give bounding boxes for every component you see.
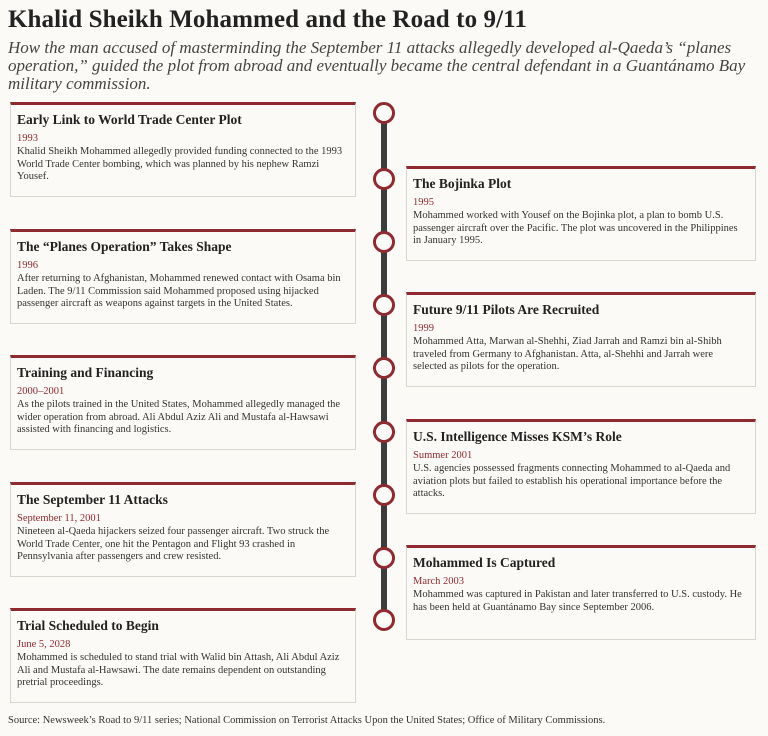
timeline-event-card: [406, 166, 756, 261]
timeline-event-card: [10, 482, 356, 577]
timeline-node: [373, 357, 395, 379]
event-date: March 2003: [413, 576, 465, 587]
event-title: Training and Financing: [17, 365, 154, 380]
timeline-node: [373, 168, 395, 190]
timeline-node: [373, 294, 395, 316]
timeline-event-card: [10, 229, 356, 324]
event-title: Trial Scheduled to Begin: [17, 618, 159, 633]
timeline-event-card: [406, 419, 756, 514]
event-date: 1995: [413, 197, 434, 208]
event-title: The “Planes Operation” Takes Shape: [17, 239, 232, 254]
timeline-event-card: [10, 355, 356, 450]
event-date: 2000–2001: [17, 386, 65, 397]
event-description: Mohammed is scheduled to stand trial with Walid bin Attash, Ali Abdul Aziz Ali and Mustafa al-Hawsawi. The date remains dependent on outstanding pretrial proceedings.: [17, 652, 340, 689]
timeline-event-card: [10, 608, 356, 703]
event-date: 1999: [413, 323, 434, 334]
event-date: September 11, 2001: [17, 513, 101, 524]
event-title: Early Link to World Trade Center Plot: [17, 112, 242, 127]
event-description: Khalid Sheikh Mohammed allegedly provided funding connected to the 1993 World Trade Center bombing, which was planned by his nephew Ramzi Yousef.: [17, 146, 343, 183]
source-note: Source: Newsweek’s Road to 9/11 series; National Commission on Terrorist Attacks Upon the United States; Office of Military Commissions.: [8, 715, 606, 726]
event-title: The Bojinka Plot: [413, 176, 512, 191]
timeline-event-card: [10, 102, 356, 197]
event-description: Mohammed worked with Yousef on the Bojinka plot, a plan to bomb U.S. passenger aircraft over the Pacific. The plot was uncovered in the Philippines in January 1995.: [413, 210, 738, 247]
page-subtitle: How the man accused of masterminding the September 11 attacks allegedly developed al-Qaeda’s “planes operation,” guided the plot from abroad and eventually became the central defendant in a Guantánamo Bay military commission.: [8, 38, 746, 93]
event-title: Future 9/11 Pilots Are Recruited: [413, 302, 600, 317]
event-date: Summer 2001: [413, 450, 473, 461]
timeline-node: [373, 484, 395, 506]
event-description: U.S. agencies possessed fragments connecting Mohammed to al-Qaeda and aviation plots but failed to establish his operational importance before the attacks.: [413, 463, 731, 500]
event-description: Nineteen al-Qaeda hijackers seized four passenger aircraft. Two struck the World Trade Center, one hit the Pentagon and Flight 93 crashed in Pennsylvania after passengers and crew resisted.: [17, 526, 330, 563]
event-title: U.S. Intelligence Misses KSM’s Role: [413, 429, 622, 444]
event-title: The September 11 Attacks: [17, 492, 168, 507]
timeline-event-card: [406, 545, 756, 640]
event-description: Mohammed was captured in Pakistan and later transferred to U.S. custody. He has been held at Guantánamo Bay since September 2006.: [413, 589, 742, 613]
timeline-node: [373, 102, 395, 124]
event-date: 1996: [17, 260, 38, 271]
timeline-node: [373, 547, 395, 569]
timeline-event-card: [406, 292, 756, 387]
event-title: Mohammed Is Captured: [413, 555, 556, 570]
event-description: Mohammed Atta, Marwan al-Shehhi, Ziad Jarrah and Ramzi bin al-Shibh traveled from Germany to Afghanistan. Atta, al-Shehhi and Jarrah were selected as pilots for the operation.: [413, 336, 722, 373]
timeline-node: [373, 231, 395, 253]
event-description: As the pilots trained in the United States, Mohammed allegedly managed the wider operation from abroad. Ali Abdul Aziz Ali and Mustafa al-Hawsawi assisted with financing and logistics.: [17, 399, 341, 436]
timeline-node: [373, 421, 395, 443]
page-title: Khalid Sheikh Mohammed and the Road to 9/11: [8, 6, 527, 33]
event-date: 1993: [17, 133, 38, 144]
timeline-node: [373, 609, 395, 631]
event-date: June 5, 2028: [17, 639, 71, 650]
event-description: After returning to Afghanistan, Mohammed renewed contact with Osama bin Laden. The 9/11 Commission said Mohammed proposed using hijacked passenger aircraft as weapons against targets in the United States.: [17, 273, 341, 310]
